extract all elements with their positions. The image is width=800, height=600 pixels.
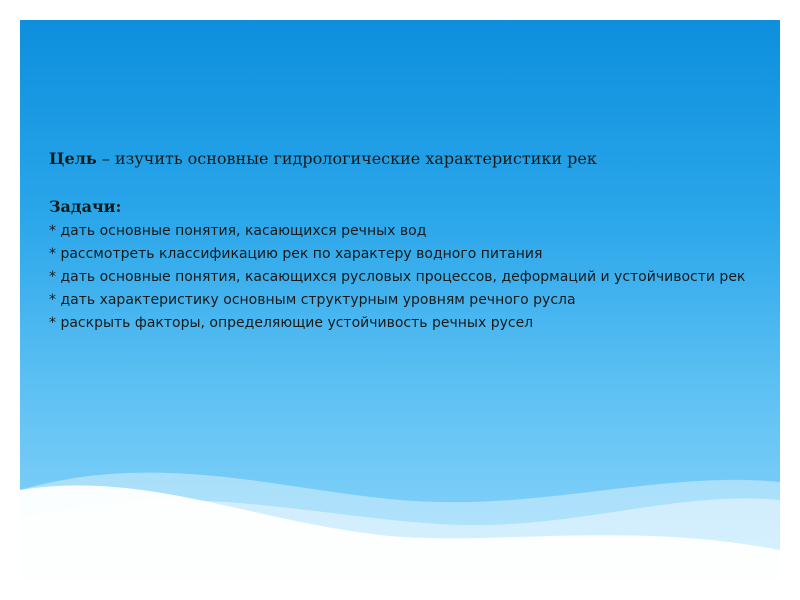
task-item: * дать основные понятия, касающихся русловых процессов, деформаций и устойчивости рек	[49, 269, 746, 285]
goal-text: – изучить основные гидрологические характеристики рек	[96, 149, 597, 168]
slide-content	[49, 148, 749, 335]
tasks-heading: Задачи:	[49, 197, 122, 216]
presentation-slide	[20, 20, 780, 580]
goal-line	[49, 148, 749, 170]
task-item: * раскрыть факторы, определяющие устойчивость речных русел	[49, 315, 534, 331]
task-item: * дать основные понятия, касающихся речных вод	[49, 223, 427, 239]
task-item: * дать характеристику основным структурным уровням речного русла	[49, 292, 576, 308]
goal-label: Цель	[49, 149, 97, 168]
task-item: * рассмотреть классификацию рек по характеру водного питания	[49, 246, 543, 262]
task-list	[49, 220, 749, 335]
